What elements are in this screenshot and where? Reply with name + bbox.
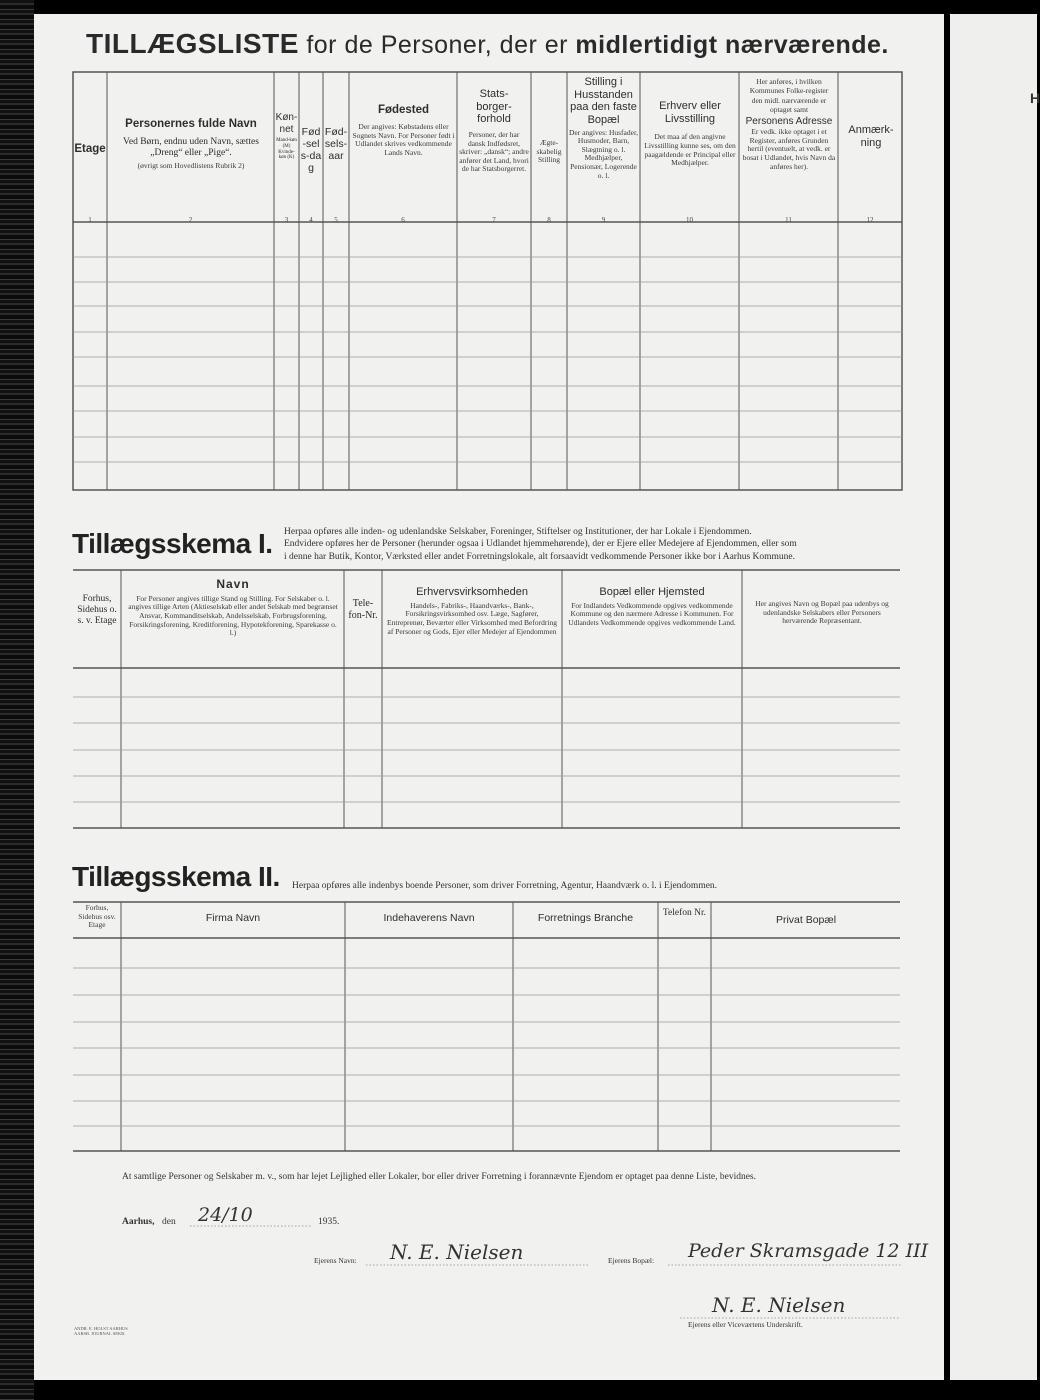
col-num-12: 12 [866,216,874,224]
title-emphasis: midlertidigt nærværende. [575,31,889,59]
attestation-statement: At samtlige Personer og Selskaber m. v., som har lejet Lejlighed eller Lokaler, bor eller driver Forretning i forannævnte Ejendom er optaget paa denne Liste, bevidnes. [122,1172,756,1182]
col-num-4: 4 [309,216,313,224]
skema2-title: Tillægsskema II. [72,861,280,892]
skema1-col-navn-title: Navn [216,577,250,591]
col-erhverv-note: Det maa af den angivne Livsstilling kunne ses, om den paagældende er Principal eller Medhjælper. [644,132,736,168]
col-num-9: 9 [601,216,606,224]
col-num-6: 6 [401,216,405,224]
col-statsborger-note: Personer, der har dansk Indfødsret, skriver: „dansk“; andre anfører det Land, hvori de har Statsborgerret. [459,129,529,174]
den-label: den [162,1217,176,1227]
skema1-col-erhverv-title: Erhvervsvirksomheden [416,586,528,598]
col-adresse-title: Personens Adresse [745,115,833,127]
col-stilling-note: Der angives: Husfader, Husmoder, Barn, Slægtning o. l. Medhjælper, Pensionær, Logerende o. l. [568,127,639,180]
skema2-col-etage: Forhus, Sidehus osv. Etage [78,903,116,930]
owner-address-label: Ejerens Bopæl: [608,1256,655,1265]
skema1-col-navn [126,578,340,638]
col-num-2: 2 [188,216,193,224]
skema1-col-erhverv-note: Handels-, Fabriks-, Haandværks-, Bank-, Forsikringsvirksomhed osv. Læge, Sagfører, Entreprenør, Beværter eller Virksomhed med Befordring af Personer og Gods, Ejer eller Medejer af Ejendommen [387,600,557,636]
city-label: Aarhus, [122,1217,155,1227]
skema1-col-bopael-note: For Indlandets Vedkommende opgives vedkommende Kommune og den nærmere Adresse i Kommunen. For Udlandets Vedkommende opgives vedkommende Land. [568,600,736,627]
col-adresse-pre-small: Her anføres, i hvilken Kommunes Folke-register [749,77,829,95]
col-num-3: 3 [284,216,289,224]
col-kon-title: Køn-net [275,112,298,135]
col-adresse-header [741,78,837,171]
form-title [86,28,889,60]
col-stilling-header [568,76,639,180]
skema1-col-erhverv [386,586,558,636]
col-num-11: 11 [785,216,792,224]
date-handwritten: 24/10 [198,1204,253,1226]
skema2-col-privat-bopael: Privat Bopæl [775,914,837,926]
col-erhverv-header [642,100,738,168]
skema1-col-repraesentant: Her angives Navn og Bopæl paa udenbys og udenlandske Selskabers eller Personers herværende Repræsentant. [755,599,889,626]
skema1-desc-line2: Endvidere opføres her de Personer (herunder ogsaa i Udlandet hjemmehørende), der er Ejere eller Medejere af Ejendommen, eller som [284,539,797,550]
col-navn-header [110,118,272,171]
col-navn-note: Ved Børn, endnu uden Navn, sættes „Dreng“ eller „Pige“. [123,137,259,159]
skema1-title: Tillægsskema I. [72,528,273,559]
skema1-col-bopael [566,586,738,628]
col-fodselsdag-header: Fød-sels-dag [300,126,322,175]
col-num-10: 10 [686,216,693,224]
skema1-col-bopael-title: Bopæl eller Hjemsted [599,586,705,598]
col-adresse-mid: den midl. nærværende er optaget samt [751,96,827,114]
owner-name-handwritten: N. E. Nielsen [390,1240,524,1264]
col-navn-note2: (øvrigt som Hovedlistens Rubrik 2) [137,161,245,171]
signature-label: Ejerens eller Viceværtens Underskrift. [688,1320,803,1329]
title-middle: for de Personer, der er [298,31,576,59]
skema1-desc-line1: Herpaa opføres alle inden- og udenlandske Selskaber, Foreninger, Stiftelser og Institutioner, der har Lokale i Ejendommen. [284,527,752,537]
skema1-col-etage: Forhus, Sidehus o. s. v. Etage [77,594,117,626]
skema1-col-navn-note: For Personer angives tillige Stand og Stilling. For Selskaber o. l. angives tillige Arten (Aktieselskab eller andet Selskab med begrænset Ansvar, Kommanditselskab, Andelsselskab, Forbrugsforening, Forsikringsforening, Kreditforening, Hypotekforening, Sparekasse o. l.) [128,593,338,638]
col-num-7: 7 [492,216,496,224]
col-erhverv-title: Erhverv eller Livsstilling [659,100,721,125]
col-etage-header: Etage [74,143,106,155]
col-navn-title: Personernes fulde Navn [125,118,257,130]
owner-address-handwritten: Peder Skramsgade 12 III [688,1240,929,1262]
skema1-desc-line3: i denne har Butik, Kontor, Værksted eller andet Forretningslokale, alt forsaavidt vedkommende Personer ikke bor i Aarhus Kommune. [284,551,796,562]
col-statsborger-header [459,88,529,174]
signature-handwritten: N. E. Nielsen [712,1293,846,1317]
skema1-description [284,526,904,563]
skema2-description: Herpaa opføres alle indenbys boende Personer, som driver Forretning, Agentur, Haandværk o. l. i Ejendommen. [292,881,718,891]
col-num-1: 1 [88,216,92,224]
col-kon-note: Mand-køn (M) Kvinde-køn (K) [276,138,297,161]
skema2-col-branche: Forretnings Branche [537,912,634,924]
owner-name-label: Ejerens Navn: [314,1256,357,1265]
col-num-8: 8 [547,216,551,224]
col-fodested-header [352,104,455,158]
col-statsborger-title: Stats-borger-forhold [476,88,512,126]
printer-imprint: ANDR. E. HOLST AARHUS AARSB. JOURNAL SEKR. [74,1326,128,1337]
col-fodested-note: Der angives: Købstadens eller Sognets Navn. For Personer født i Udlandet skrives vedkommende Lands Navn. [352,122,455,158]
col-fodselsaar-header: Fød-sels-aar [324,126,348,163]
col-stilling-title: Stilling i Husstanden paa den faste Bopæl [570,76,637,126]
title-main: TILLÆGSLISTE [86,28,299,59]
col-kon-header [275,112,298,161]
col-num-5: 5 [334,216,338,224]
next-page-letter: H [1030,90,1040,106]
col-anmaerkning-header: Anmærk-ning [848,124,894,149]
col-aegteskab-header: Ægte-skabelig Stilling [536,138,562,165]
skema2-col-indehaver: Indehaverens Navn [383,912,475,924]
skema2-col-firma: Firma Navn [205,912,261,924]
col-adresse-note: Er vedk. ikke optaget i et Register, anføres Grunden hertil (eventuelt, at vedk. er bosat i Udlandet, hvis Navn da anføres her). [742,127,836,171]
skema1-col-telefon: Tele-fon-Nr. [348,598,378,621]
year-label: 1935. [318,1217,340,1227]
col-fodested-title: Fødested [377,104,430,116]
skema2-col-telefon: Telefon Nr. [662,908,707,918]
